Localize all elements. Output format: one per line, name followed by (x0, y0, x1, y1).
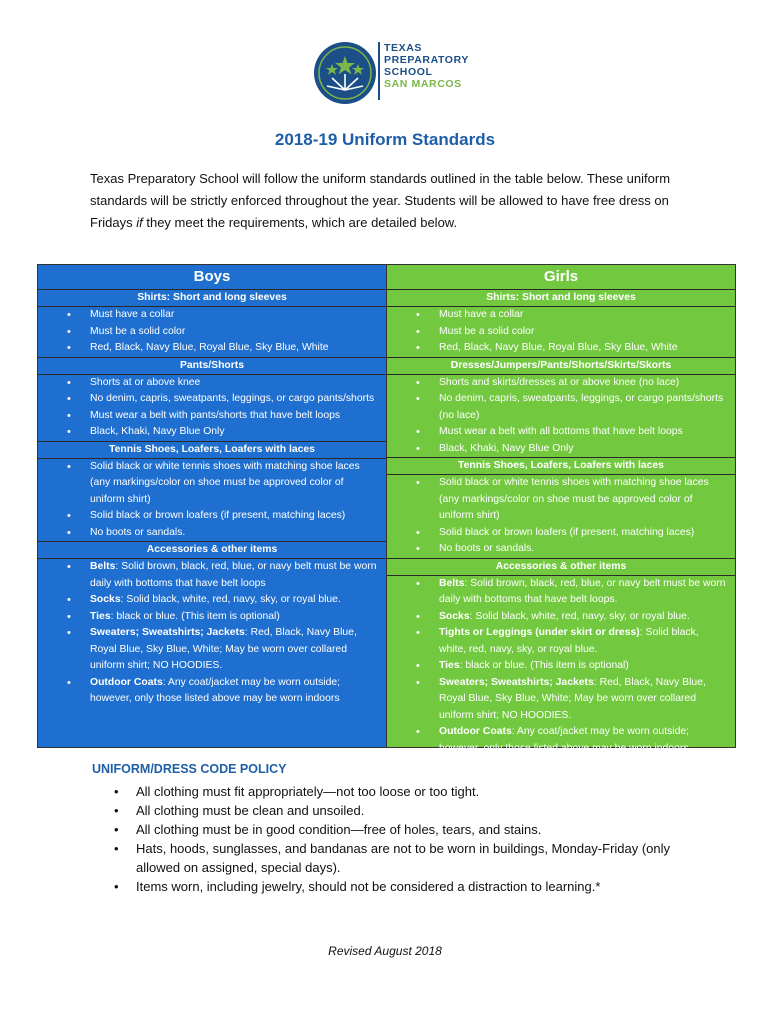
list-item: • Must have a collar (387, 307, 735, 324)
list-item: • Hats, hoods, sunglasses, and bandanas are not to be worn in buildings, Monday-Friday (only allowed on assigned, special days). (96, 839, 696, 877)
page-title: 2018-19 Uniform Standards (274, 130, 496, 149)
girls-shirts-header: Shirts: Short and long sleeves (387, 290, 735, 307)
item-text: : Solid black, white, red, navy, sky, or royal blue. (120, 594, 341, 605)
list-item: • All clothing must be in good condition—free of holes, tears, and stains. (96, 820, 696, 839)
school-logo (312, 38, 472, 110)
girls-shirts-list (387, 307, 735, 358)
girls-bottoms-header: Dresses/Jumpers/Pants/Shorts/Skirts/Skorts (387, 358, 735, 375)
list-item: • Red, Black, Navy Blue, Royal Blue, Sky Blue, White (387, 340, 735, 357)
item-text: : Any coat/jacket may be worn outside; however, only those listed above may be worn indoors. (439, 726, 692, 754)
logo-line-3: SCHOOL (384, 66, 433, 78)
item-label: Belts (439, 577, 465, 589)
item-text: : Red, Black, Navy Blue, Royal Blue, Sky Blue, White; May be worn over collared uniform shirt; NO HOODIES. (90, 627, 357, 671)
list-item (387, 609, 735, 626)
girls-heading: Girls (387, 265, 735, 290)
list-item (38, 559, 386, 592)
list-item (38, 609, 386, 626)
boys-shoes-header: Tennis Shoes, Loafers, Loafers with laces (38, 442, 386, 459)
boys-pants-header: Pants/Shorts (38, 358, 386, 375)
list-item (38, 675, 386, 708)
policy-heading: UNIFORM/DRESS CODE POLICY (92, 762, 287, 776)
list-item: • Solid black or brown loafers (if present, matching laces) (38, 508, 386, 525)
boys-column (38, 265, 387, 747)
list-item: • Must wear a belt with all bottoms that have belt loops (387, 424, 735, 441)
list-item: • No boots or sandals. (38, 525, 386, 542)
list-item: • No boots or sandals. (387, 541, 735, 558)
item-label: Sweaters; Sweatshirts; Jackets (439, 676, 594, 688)
list-item (387, 658, 735, 675)
item-label: Ties (90, 610, 111, 622)
intro-paragraph (90, 168, 680, 234)
star-burst-icon (312, 40, 378, 106)
list-item: • Black, Khaki, Navy Blue Only (38, 424, 386, 441)
list-item: • Must have a collar (38, 307, 386, 324)
list-item: • Solid black or white tennis shoes with matching shoe laces (any markings/color on shoe must be approved color of uniform shirt) (38, 459, 386, 509)
item-text: : Solid brown, black, red, blue, or navy belt must be worn daily with bottoms that have belt loops. (439, 577, 726, 605)
boys-heading: Boys (38, 265, 386, 290)
boys-accessories-header: Accessories & other items (38, 542, 386, 559)
item-text: : black or blue. (This item is optional) (459, 660, 629, 671)
logo-divider (378, 42, 380, 100)
intro-emphasis: if (136, 215, 143, 230)
list-item (387, 576, 735, 609)
list-item: • Red, Black, Navy Blue, Royal Blue, Sky Blue, White (38, 340, 386, 357)
item-label: Outdoor Coats (90, 676, 163, 688)
item-label: Socks (90, 594, 121, 605)
item-label: Tights or Leggings (under skirt or dress) (439, 627, 640, 638)
intro-text-2: they meet the requirements, which are detailed below. (142, 215, 458, 230)
list-item: • Must be a solid color (387, 324, 735, 341)
girls-bottoms-list (387, 375, 735, 459)
list-item (387, 625, 735, 658)
boys-pants-list (38, 375, 386, 442)
item-label: Sweaters; Sweatshirts; Jackets (90, 627, 245, 638)
intro-text-1: Texas Preparatory School will follow the uniform standards outlined in the table below. These uniform standards will be strictly enforced throughout the year. Students will be allowed to have free dress on Fridays (90, 171, 671, 230)
list-item (38, 625, 386, 675)
girls-column (387, 265, 735, 754)
list-item: • All clothing must be clean and unsoiled. (96, 801, 696, 820)
list-item: • Shorts and skirts/dresses at or above knee (no lace) (387, 375, 735, 392)
item-label: Belts (90, 561, 116, 572)
list-item: • Black, Khaki, Navy Blue Only (387, 441, 735, 458)
list-item: • Shorts at or above knee (38, 375, 386, 392)
list-item: • Must wear a belt with pants/shorts that have belt loops (38, 408, 386, 425)
logo-line-1: TEXAS (384, 42, 423, 54)
boys-accessories-list (38, 559, 386, 708)
list-item: • Items worn, including jewelry, should not be considered a distraction to learning.* (96, 877, 696, 896)
item-text: : Solid brown, black, red, blue, or navy belt must be worn daily with bottoms that have belt loops (90, 561, 377, 589)
list-item: • All clothing must fit appropriately—not too loose or too tight. (96, 782, 696, 801)
item-label: Socks (439, 610, 470, 622)
uniform-table (37, 264, 736, 754)
girls-accessories-header: Accessories & other items (387, 559, 735, 576)
item-label: Ties (439, 660, 460, 671)
policy-list (96, 782, 696, 896)
item-label: Outdoor Coats (439, 726, 512, 737)
item-text: : Any coat/jacket may be worn outside; however, only those listed above may be worn indoors (90, 676, 341, 704)
boys-shirts-header: Shirts: Short and long sleeves (38, 290, 386, 307)
revised-date: Revised August 2018 (328, 944, 442, 958)
boys-shoes-list (38, 459, 386, 543)
girls-accessories-list (387, 576, 735, 758)
girls-shoes-header: Tennis Shoes, Loafers, Loafers with laces (387, 458, 735, 475)
item-text: : black or blue. (This item is optional) (110, 610, 280, 622)
item-text: : Red, Black, Navy Blue, Royal Blue, Sky Blue, White; May be worn over collared uniform shirt; NO HOODIES. (439, 676, 706, 721)
list-item: • Must be a solid color (38, 324, 386, 341)
list-item: • Solid black or white tennis shoes with matching shoe laces (any markings/color on shoe must be approved color of uniform shirt) (387, 475, 735, 525)
list-item: • No denim, capris, sweatpants, leggings, or cargo pants/shorts (no lace) (387, 391, 735, 424)
list-item: • Solid black or brown loafers (if present, matching laces) (387, 525, 735, 542)
item-text: : Solid black, white, red, navy, sky, or royal blue. (469, 610, 690, 622)
list-item: • No denim, capris, sweatpants, leggings, or cargo pants/shorts (38, 391, 386, 408)
list-item (387, 724, 735, 757)
item-text: : Solid black, white, red, navy, sky, or royal blue. (439, 627, 699, 655)
logo-wordmark (384, 42, 469, 90)
list-item (38, 592, 386, 609)
girls-shoes-list (387, 475, 735, 559)
list-item (387, 675, 735, 725)
logo-line-4: SAN MARCOS (384, 78, 462, 90)
logo-line-2: PREPARATORY (384, 54, 469, 66)
boys-shirts-list (38, 307, 386, 358)
